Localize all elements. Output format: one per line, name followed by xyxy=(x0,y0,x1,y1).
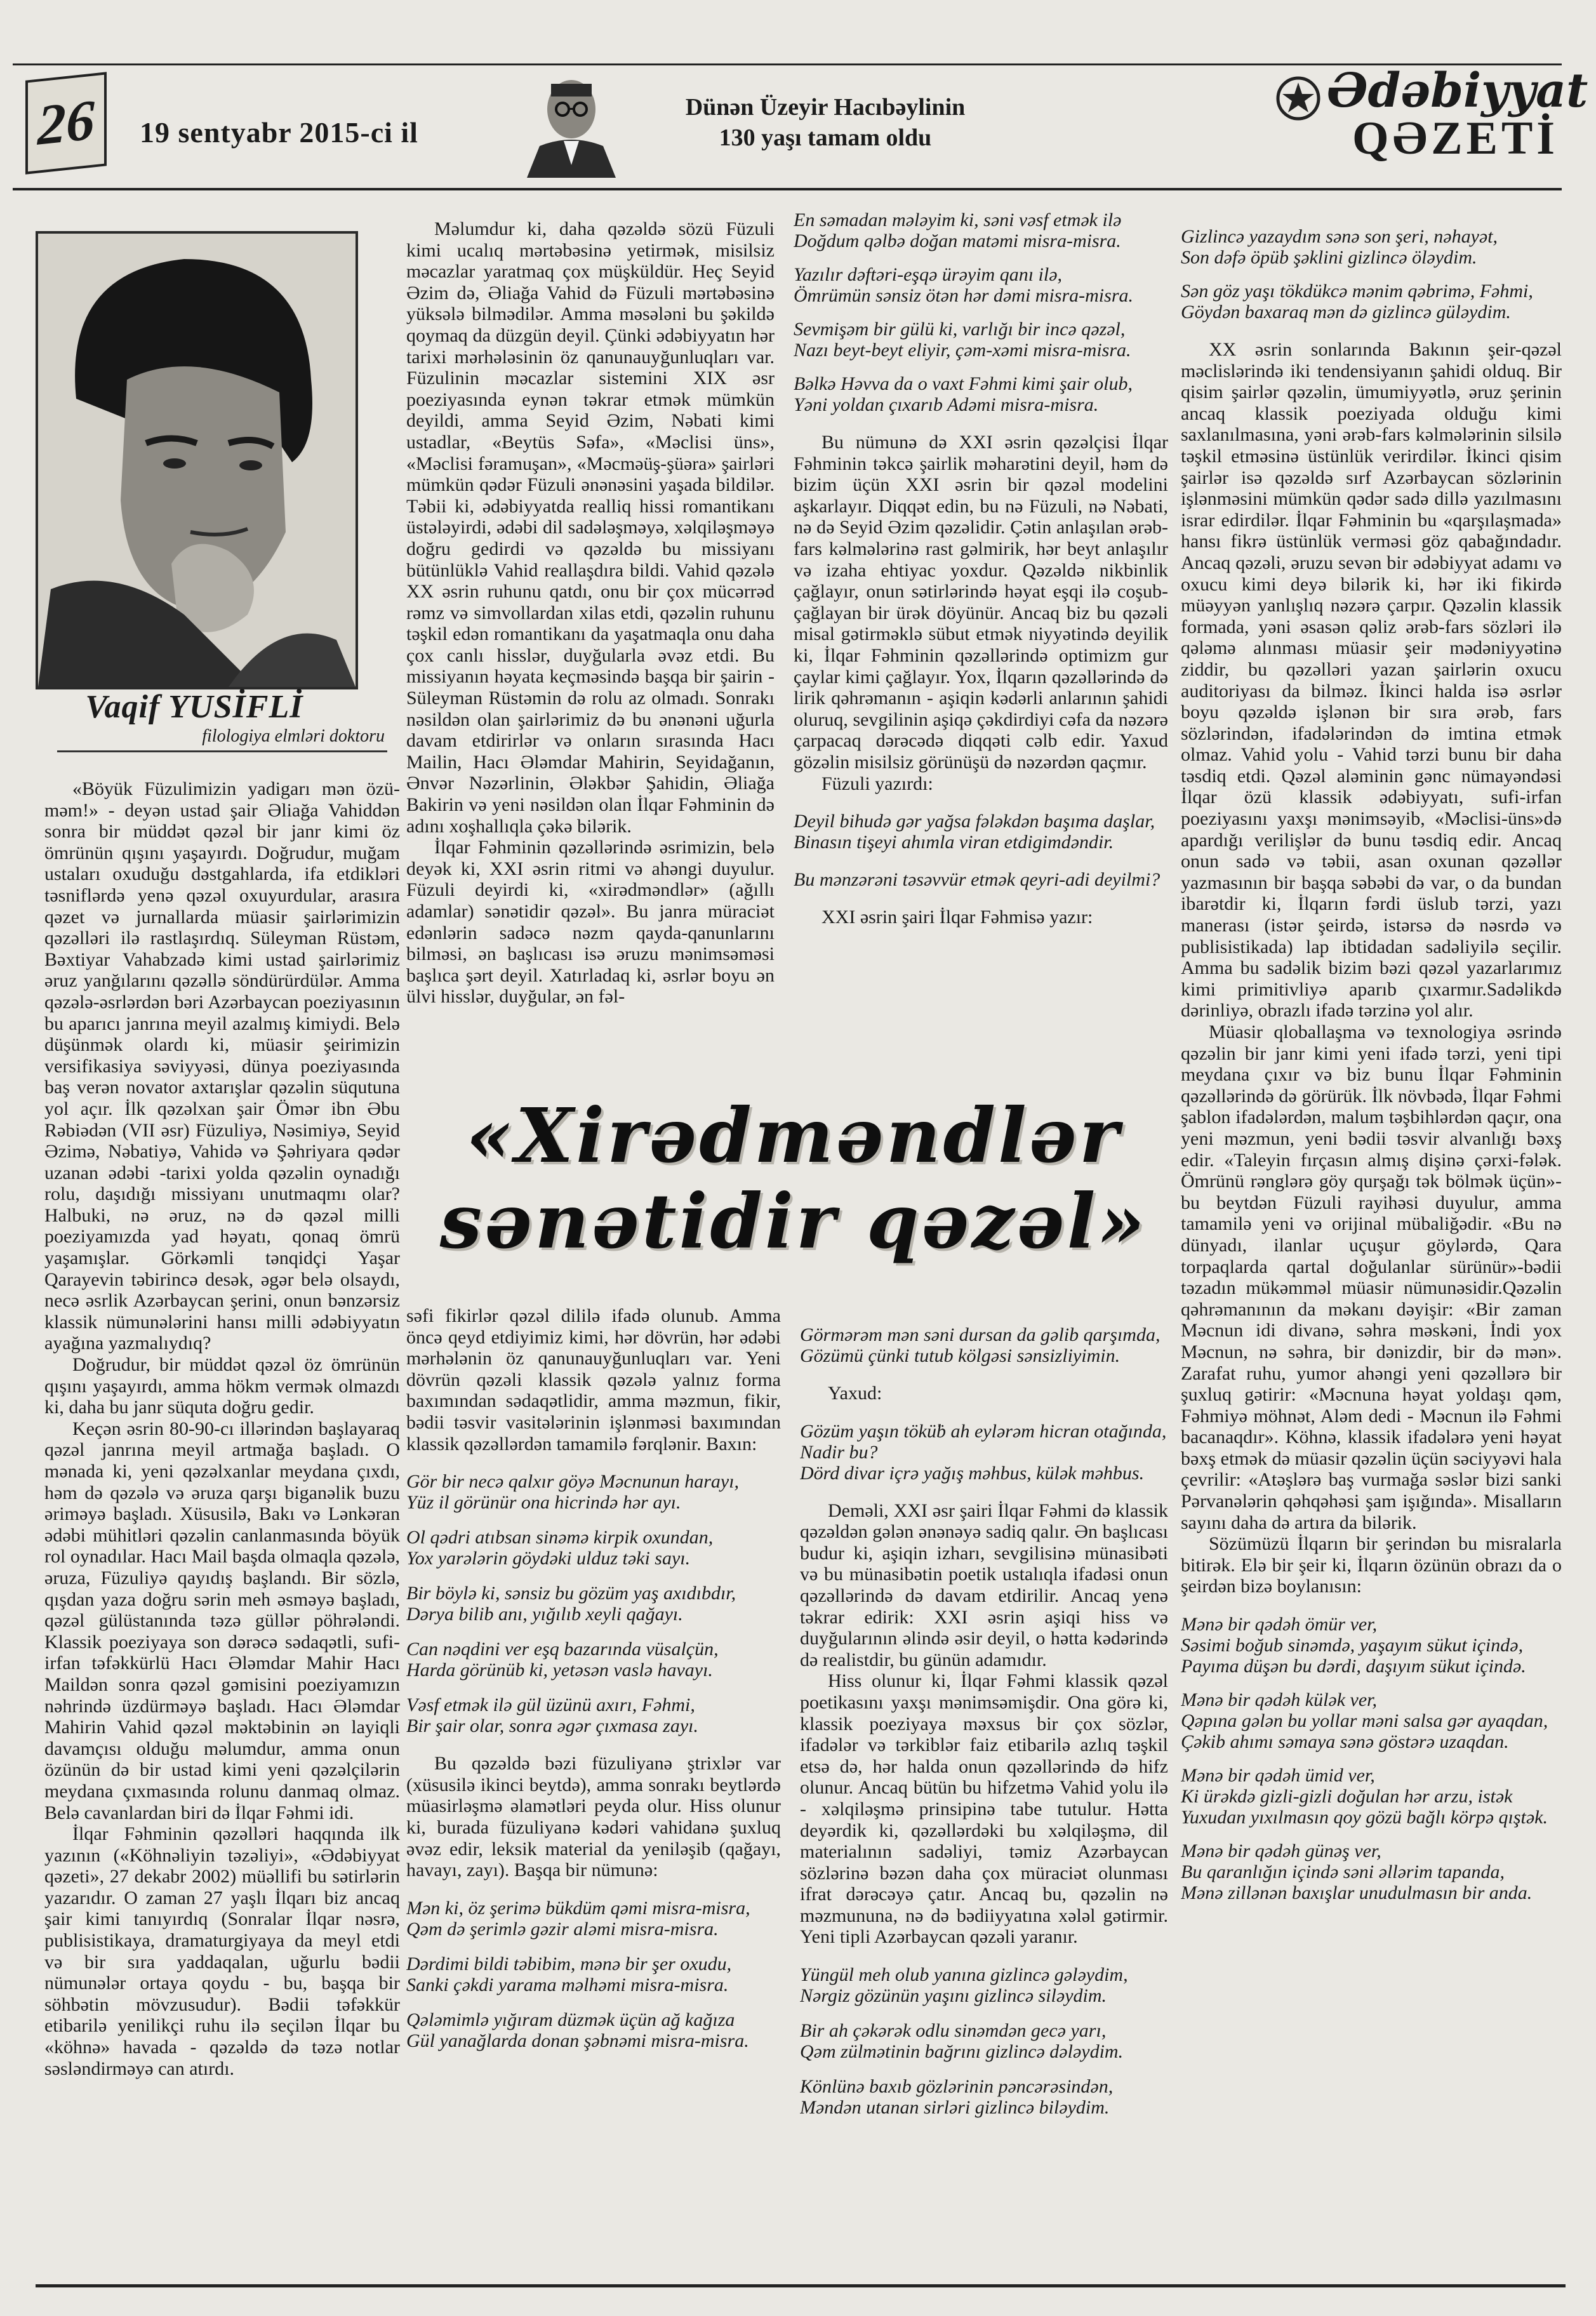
poem-line: Yuxudan yıxılmasın qoy gözü bağlı körpə qıştək. xyxy=(1181,1807,1548,1828)
poem-line: Gözümü çünki tutub kölgəsi sənsizliyimin. xyxy=(800,1345,1121,1366)
lower-right-paragraph-3: Hiss olunur ki, İlqar Fəhmi klassik qəzəl poetikasını yaxşı mənimsəmişdir. Ona görə ki, klassik poeziyaya məxsus bir çox sözlər, ifadələr və tərkiblər faiz etibarilə azlıq təşkil etsə də, hər halda onun qəzəllərində də hifz olunur. Ancaq bütün bu hifzetmə Vahid yolu ilə - xəlqiləşmə prinsipinə tabe tutulur. Hətta deyərdik ki, qəzəllərdəki bu xəlqiləşmə, dil materialının sadəliyi, təmiz Azərbaycan sözlərinə bəzən daha çox müraciət olunması ifrat dərəcəyə çatır. Ancaq bu, qəzəlin nə məzmununa, nə də bədiiyyatına xələl gətirmir. Yeni tipli Azərbaycan qəzəli yaranır. xyxy=(800,1670,1168,1948)
lower-right-poem-3 xyxy=(800,1964,1168,2118)
lower-mid-paragraph-2: Bu qəzəldə bəzi füzuliyanə ştrixlər var (xüsusilə ikinci beytdə), amma sonrakı beytlərdə müasirləşmə əlamətləri peyda olur. Hiss olunur ki, burada füzuliyanə kədəri vahidanə şuxluq əvəz edir, leksik material da yeniləşib (qağayı, havayı, zayı). Başqa bir nümunə: xyxy=(406,1753,781,1881)
headline-line-1: «Xirədməndlər xyxy=(465,1091,1122,1180)
col4-paragraph-3: Sözümüzü İlqarın bir şerindən bu misralarla bitirək. Elə bir şeir ki, İlqarın özünün obrazı da o şeirdən bizə boylanısın: xyxy=(1181,1533,1562,1597)
poem-line: Çəkib ahımı səmaya sənə göstərə uzaqdan. xyxy=(1181,1731,1509,1753)
logo-word-top: Ədəbiyyat xyxy=(1327,63,1588,118)
column-3-lower xyxy=(800,1324,1168,2270)
col4-poem-1 xyxy=(1181,226,1562,323)
header-note-line2: 130 yaşı tamam oldu xyxy=(719,124,932,151)
poem-line: Doğdum qəlbə doğan matəmi misra-misra. xyxy=(794,230,1121,251)
poem-line: Yüngül meh olub yanına gizlincə gələydim, xyxy=(800,1964,1128,1986)
col3-paragraph-2: Füzuli yazırdı: xyxy=(821,773,933,794)
headline-line-2: sənətidir qəzəl» xyxy=(439,1177,1148,1265)
poem-line: Can nəqdini ver eşq bazarında vüsalçün, xyxy=(406,1639,719,1660)
poem-line: Mən ki, öz şerimə bükdüm qəmi misra-misra, xyxy=(406,1897,750,1919)
header-note-line1: Dünən Üzeyir Hacıbəylinin xyxy=(685,94,966,121)
author-rule xyxy=(57,750,387,752)
poem-line: Sanki çəkdi yarama məlhəmi misra-misra. xyxy=(406,1974,729,1995)
poem-line: Nadir bu? xyxy=(800,1441,878,1463)
header-anniversary-note xyxy=(648,92,1003,153)
poem-line: Görmərəm mən səni dursan da gəlib qarşımda, xyxy=(800,1324,1160,1345)
poem-line: Göydən baxaraq mən də gizlincə güləydim. xyxy=(1181,302,1511,323)
col3-poem-2 xyxy=(794,811,1168,853)
poem-line: Məndən utanan sirləri gizlincə biləydim. xyxy=(800,2097,1110,2119)
poem-line: Mənə bir qədəh ümid ver, xyxy=(1181,1765,1375,1787)
poem-line: Dərdimi bildi təbibim, mənə bir şer oxudu, xyxy=(406,1953,732,1974)
poem-line: Ol qədri atıbsan sinəmə kirpik oxundan, xyxy=(406,1527,714,1548)
uzeyir-portrait-image xyxy=(521,70,622,178)
poem-line: Payıma düşən bu dərdi, daşıyım sükut içində. xyxy=(1181,1656,1526,1677)
poem-line: Yazılır dəftəri-eşqə ürəyim qanı ilə, xyxy=(794,264,1063,285)
poem-line: Bir böylə ki, sənsiz bu gözüm yaş axıdıbdır, xyxy=(406,1583,736,1604)
col3-poem-3 xyxy=(794,869,1168,890)
lower-right-poem-2 xyxy=(800,1421,1168,1484)
poem-line: Yəni yoldan çıxarıb Adəmi misra-misra. xyxy=(794,394,1099,415)
poem-line: Gözüm yaşın tökü̈b ah eylərəm hicran otağında, xyxy=(800,1420,1167,1442)
poem-line: Dərya bilib anı, yığılıb xeyli qağayı. xyxy=(406,1604,683,1625)
lower-right-paragraph-1: Yaxud: xyxy=(828,1383,882,1404)
column-2 xyxy=(406,218,775,1088)
page-header xyxy=(13,63,1588,190)
poem-line: Mənə zillənən baxışlar unudulmasın bir anda. xyxy=(1181,1882,1533,1904)
col2-paragraph-2: İlqar Fəhminin qəzəllərində əsrimizin, belə deyək ki, XXI əsrin ritmi və ahəngi duyulur. Füzuli deyirdi ki, «xirədməndlər» (ağıllı adamlar) sənətidir qəzəl». Bu janra müraciət edənlərin sadəcə nəzm qayda-qanunlarını bilməsi, ən başlıcası isə əruzu mənimsəməsi başlıca şərt deyil. Xatırladaq ki, əsrlər boyu ən ülvi hisslər, duyğular, ən fəl- xyxy=(406,837,775,1008)
poem-line: En səmadan mələyim ki, səni vəsf etmək ilə xyxy=(794,210,1122,230)
poem-line: Deyil bihudə gər yağsa fələkdən başıma daşlar, xyxy=(794,811,1155,832)
page-number: 26 xyxy=(25,72,107,174)
poem-line: Gör bir necə qalxır göyə Məcnunun harayı, xyxy=(406,1471,740,1493)
poem-line: Bu qaranlığın içində səni əllərim tapanda, xyxy=(1181,1861,1505,1883)
column-1 xyxy=(44,778,400,2270)
poem-line: Mənə bir qədəh ömür ver, xyxy=(1181,1614,1378,1635)
lower-right-poem-1 xyxy=(800,1324,1168,1366)
poem-line: Qəm zülmətinin bağrını gizlincə dələydim. xyxy=(800,2041,1124,2063)
poem-line: Qəm də şerimlə gəzir aləmi misra-misra. xyxy=(406,1918,719,1940)
col3-paragraph-1: Bu nümunə də XXI əsrin qəzəlçisi İlqar Fəhminin təkcə şairlik məharətini deyil, həm də bizim üçün XXI əsrin bir qəzəl modelini aşkarlayır. Diqqət edin, bu nə Füzuli, nə Nəbati, nə də Seyid Əzim qəzəlidir. Çətin anlaşılan ərəb-fars kəlmələrinə rast gəlmirik, hər beyt anlaşılır və izaha ehtiyac yoxdur. Qəzəldə nikbinlik çağlayır, onun sətirlərində həyat eşqi ilə coşub-çağlayan bir ürək döyünür. Ancaq biz bu qəzəli misal gətirməklə sübut etmək niyyətində deyilik ki, İlqar Fəhminin qəzəllərində optimizm gur çaylar kimi çağlayır. Yox, İlqarın qəzəllərində də lirik qəhrəmanın - aşiqin kədərli anlarının şahidi oluruq, sevgilinin aşiqə çəkdirdiyi cəfa da nəzərə çarpacaq dərəcədə diqqəti cəlb edir. Yaxud gözəlin misilsiz görünüşü də nəzərdən qaçmır. xyxy=(794,432,1168,773)
poem-line: Nazı beyt-beyt eliyir, çəm-xəmi misra-misra. xyxy=(794,340,1131,361)
header-bottom-rule xyxy=(13,188,1562,190)
poem-line: Sən göz yaşı tökdükcə mənim qəbrimə, Fəhmi, xyxy=(1181,281,1533,302)
newspaper-logo xyxy=(1270,63,1588,178)
lower-mid-paragraph-1: səfi fikirlər qəzəl dililə ifadə olunub. Amma öncə qeyd etdiyimiz kimi, hər dövrün, hər ədəbi mərhələnin öz qanunauyğunluqları var. Yeni dövrün qəzəli klassik qəzələ yalnız forma baxımından sədaqətlidir, amma məzmun, fikir, bədii təsvir vasitələrinin işlənməsi baxımından klassik qəzəllərdən tamamilə fərqlənir. Baxın: xyxy=(406,1305,781,1454)
footer-rule xyxy=(36,2284,1566,2287)
lower-mid-poem-1 xyxy=(406,1471,781,1736)
col2-paragraph-1: Məlumdur ki, daha qəzəldə sözü Füzuli kimi ucalıq mərtəbəsinə yetirmək, misilsiz məcazlar yaratmaq çox müşküldür. Heç Seyid Əzim də, Əliağa Vahid də Füzuli mərtəbəsinə yüksələ bilmədilər. Amma məsələni bu şəkildə qoymaq da düzgün deyil. Çünki ədəbiyyatın hər tarixi mərhələsinin öz qanunauyğunluqları var. Füzulinin məcazlar sistemini XIX əsr poeziyasında eynən təkrar etmək mümkün deyildi, amma Seyid Əzim, Nəbati kimi ustadlar, «Beytüs Səfa», «Məclisi üns», «Məclisi fəramuşan», «Məcməüş-şüəra» şairləri mümkün qədər Füzuli ənənəsini yaşada bildilər. Təbii ki, ədəbiyyatda realliq hissi romantikanı üstələyirdi, ədəbi dil sadələşməyə, xəlqiləşməyə doğru gedirdi və qəzəldə bu missiyanı bütünlüklə Vahid reallaşdıra bildi. Vahid qəzələ XX əsrin ruhunu qatdı, onu bir çox mücərrəd rəmz və simvollardan xilas etdi, qəzəlin ruhunu təşkil edən romantikanı da yaşatmaqla onu daha çox canlı hisslər, duyğularla əvəz etdi. Bu missiyanın həyata keçməsində başqa bir şairin - Süleyman Rüstəmin də rolu az olmadı. Sonrakı nəsildən olan şairlərimiz də bu ənənəni uğurla davam etdirirlər və onların sırasında Hacı Mailin, Hacı Ələmdar Mahirin, Seyidağanın, Ənvər Nəzərlinin, Ələkbər Şahidin, Əliağa Bakirin və yeni nəsildən olan İlqar Fəhminin də adını xoşhallıqla çəkə bilərik. xyxy=(406,218,775,837)
poem-line: Mənə bir qədəh günəş ver, xyxy=(1181,1840,1381,1862)
author-title: filologiya elmləri doktoru xyxy=(202,726,385,746)
lower-right-paragraph-2: Deməli, XXI əsr şairi İlqar Fəhmi də klassik qəzəldən gələn ənənəyə sadiq qalır. Ən başlıcası budur ki, aşiqin izharı, sevgilisinə münasibəti və bu münasibətin poetik ustalıqla ifadəsi onun qəzəllərində də davam etdirilir. Ancaq yenə təkrar edirik: XXI əsrin aşiqi hiss və duyğularının əlində əsir deyil, o həttа kədərində də realistdir, bu günün adamıdır. xyxy=(800,1500,1168,1670)
col1-paragraph-2: Doğrudur, bir müddət qəzəl öz ömrünün qışını yaşayırdı, amma hökm vermək olmazdı ki, daha bu janr süquta doğru gedir. xyxy=(44,1354,400,1418)
poem-line: Səsimi boğub sinəmdə, yaşayım sükut içində, xyxy=(1181,1635,1524,1656)
poem-line: Gizlincə yazaydım sənə son şeri, nəhayət, xyxy=(1181,226,1498,247)
col4-poem-2 xyxy=(1181,1614,1562,1903)
poem-line: Ömrümün sənsiz ötən hər dəmi misra-misra. xyxy=(794,285,1133,306)
poem-line: Bu mənzərəni təsəvvür etmək qeyri-adi deyilmi? xyxy=(794,869,1160,891)
lower-mid-poem-2 xyxy=(406,1898,781,2051)
star-emblem-icon xyxy=(1276,76,1320,121)
poem-line: Binasın tişeyi ahımla viran etdigimdəndir. xyxy=(794,832,1114,853)
poem-line: Qələmimlə yığıram düzmək üçün ağ kağıza xyxy=(406,2009,735,2030)
logo-word-bottom: QƏZETİ xyxy=(1352,112,1559,164)
author-photo xyxy=(36,231,358,689)
col1-paragraph-4: İlqar Fəhminin qəzəlləri haqqında ilk yazının («Köhnəliyin təzəliyi», «Ədəbiyyat qəzeti», 27 dekabr 2002) müəllifi bu sətirlərin yazarıdır. O zaman 27 yaşlı İlqarı biz ancaq şair kimi tanıyırdıq (Sonralar İlqar nəsrə, publisistikaya, dramaturgiyaya da meyl etdi və bir sıra yaddaqalan, uğurlu bədii nümunələr ortaya qoydu - bu, başqa bir söhbətin mövzusudur). Bədii təfəkkür etibarilə yenilikçi ruhu ilə seçilən İlqar bu «köhnə» havada - qəzəldə də təzə notlar səsləndirməyə can atırdı. xyxy=(44,1823,400,2079)
poem-line: Bir şair olar, sonra əgər çıxmasa zayı. xyxy=(406,1715,698,1737)
column-3 xyxy=(794,210,1168,1086)
poem-line: Qəpına gələn bu yollar məni salsa gər ayaqdan, xyxy=(1181,1710,1548,1732)
col1-paragraph-1: «Böyük Füzulimizin yadigarı mən özü-məm!» - deyən ustad şair Əliağa Vahiddən sonra bir müddət qəzəl bir janr kimi öz ömrünün qışını yaşayırdı. Doğrudur, muğam ustaları oxuduğu dəstgahlarda, ifa etdikləri təsniflərdə yenə qəzəl oxuyurdular, arasıra qəzet və jurnallarda müasir şairlərimizin qəzəlləri ilə rastlaşırdıq. Süleyman Rüstəm, Bəxtiyar Vahabzadə kimi ustad şairlərimiz əruz yanğılarını qəzəllə söndürürdülər. Amma qəzələ-əsrlərdən bəri Azərbaycan poeziyasının bu aparıcı janrına meyil azalmış kimiydi. Belə düşünmək olardı ki, müasir şeirimizin versifikasiya səviyyəsi, dünya poeziyasında baş verən novator axtarışlar qəzəlin süqutuna yol açır. İlk qəzəlxan şair Ömər ibn Əbu Rəbiədən (VII əsr) Füzuliyə, Nəsimiyə, Seyid Əzimə, Nəbatiyə, Vahidə və Şəhriyara qədər uzanan ədəbi -tarixi yolda qəzəlin oynadığı rolu, daşıdığı missiyanı unutmaqmı olar? Halbuki, nə əruz, nə də qəzəl milli poeziyamızda yad həyatı, qonaq ömrü yaşamışlar. Görkəmli tənqidçi Yaşar Qarayevin təbirincə desək, əgər belə olsaydı, necə əsrlik Azərbaycan şerini, onun bənzərsiz klassik nümunələrini hansı milli ədəbiyyatın ayağına yazmalıydıq? xyxy=(44,778,400,1354)
article-headline xyxy=(394,1091,1194,1285)
poem-line: Mənə bir qədəh külək ver, xyxy=(1181,1689,1378,1711)
column-4 xyxy=(1181,226,1562,2270)
column-2-lower xyxy=(406,1305,781,2270)
poem-line: Vəsf etmək ilə gül üzünü axırı, Fəhmi, xyxy=(406,1694,695,1716)
issue-date: 19 sentyabr 2015-ci il xyxy=(140,116,418,149)
poem-line: Son dəfə öpüb şəklini gizlincə öləydim. xyxy=(1181,247,1477,268)
poem-line: Gül yanağlarda donan şəbnəmi misra-misra. xyxy=(406,2030,749,2051)
col4-paragraph-2: Müasir qloballaşma və texnologiya əsrində qəzəlin bir janr kimi yeni ifadə tərzi, yeni tipi meydana çıxır və biz bunu İlqar Fəhminin qəzəllərində də görürük. İlk növbədə, İlqar Fəhmi şablon ifadələrdən, malum təşbihlərdən qaçır, ona yeni məzmun, yeni bədii təsvir alvanlığı bəxş edir. «Taleyin fırçasın almış dişinə çərxi-fələk. Ömrünü rənglərə göy qurşağı tək bölmək üçün»-bu beytdən Füzuli rayihəsi duyulur, amma tamamilə yeni və orijinal mübaliğədir. «Bu nə dünyadı, ilanlar uçuşur göylərdə, Qara torpaqlarda qartal doğulanlar sürünür»-bədii təzadın mükəmməl müasir nümunəsidir.Qəzəlin qəhrəmanının da məkanı dəyişir: «Bir zaman Məcnun idi divanə, səhra məskəni, İndi yox Məcnun, nə səhra, bir dənizdir, bir də mən». Zarafat ruhu, yumor ahəngi yeni qəzəllərə bir şuxluq gətirir: «Məcnuna həyat yoldaşı qəm, Fəhmiyə möhnət, Aləm dedi - Məcnun ilə Fəhmi bacanaqdır». Köhnə, klassik ifadələrə yeni həyat bəxş etmək də müasir qəzəlin üçün səciyyəvi hala çevrilir: «Atəşlərə baş vurmağa səslər bizi sanki Pərvanələrin qəhqəhəsi şam işığında». Misalların sayını daha də artıra da bilərik. xyxy=(1181,1022,1562,1533)
col3-poem-1 xyxy=(794,210,1168,415)
poem-line: Nərgiz gözünün yaşını gizlincə siləydim. xyxy=(800,1985,1107,2007)
poem-line: Bir ah çəkərək odlu sinəmdən gecə yarı, xyxy=(800,2020,1107,2042)
poem-line: Dörd divar içrə yağış məhbus, külək məhbus. xyxy=(800,1462,1145,1484)
col4-paragraph-1: XX əsrin sonlarında Bakının şeir-qəzəl məclislərində iki tendensiyanın şahidi olduq. Bir qisim şairlər qəzəlin, ümumiyyətlə, əruz şerinin ancaq klassik poeziyada olduğu kimi saxlanılmasına, yəni ərəb-fars kəlmələrinin silsilə təşkil etməsinə üstünlük verirdilər. İkinci qisim şairlər isə qəzəldə sırf Azərbaycan sözlərinin işlənməsini mümkün qədər sadə dillə yazılmasını israr edirdilər. İlqar Fəhminin bu «qarşılaşmada» hansı fikrə üstünlük verməsi göz qabağındadır. Ancaq qəzəli, əruzu sevən bir ədəbiyyat adamı və oxucu kimi deyə bilərik ki, hər iki fikirdə müəyyən yanlışlıq nəzərə çarpır. Qəzəlin klassik formada, yəni əsasən qəliz ərəb-fars sözləri ilə qələmə alınması müasir şeir mədəniyyətinə ziddir, bu qəzəlləri yazan şairlərin oxucu auditoriyası da bilməz. İkinci halda isə əsrlər boyu qəzəldə işlənən bir sıra ərəb, fars sözlərindən, ifadələrindən də imtina etmək olmaz. Vahid yolu - Vahid tərzi bunu bir daha təsdiq etdi. Qəzəl aləminin gənc nümayəndəsi İlqar özü klassik ədəbiyyatı, sufi-irfan poeziyasını yaxşı mənimsəyib, «Məclisi-üns»də apardığı verilişlər də bunu təsdiq edir. Ancaq onun sadə və təbii, asan oxunan qəzəllər yazmasının bir başqa səbəbi də var, o da bundan ibarətdir ki, İlqarın fərdi üslub tərzi, yazı manerası (istər şeirdə, istərsə də nəsrdə və publisistikada) lap ibtidadan sadəliyilə seçilir. Amma bu sadəlik bizim bəzi qəzəl yazarlarımız kimi primitivliyə aparıb çıxarmır.Sadəlikdə dərinliyə, obrazlı ifadə tərzinə yol alır. xyxy=(1181,339,1562,1022)
col1-paragraph-3: Keçən əsrin 80-90-cı illərindən başlayaraq qəzəl janrına meyil artmağa başladı. O mənada ki, yeni qəzəlxanlar meydana çıxdı, həm də qəzələ və əruza qarşı biganəlik buzu əriməyə başladı. Xüsusilə, Bakı və Lənkəran ədəbi mühitləri qəzəlin canlanmasında böyük rol oynadılar. Hacı Mail başda olmaqla qəzələ, əruza, Füzuliyə qayıdış başlandı. Bir sözlə, qışdan yaza doğru sərin meh əsməyə başladı, qəzəl gülüstanında təzə güllər pöhrələndi. Klassik poeziyaya son dərəcə sədaqətli, sufi-irfan təfəkkürlü Hacı Ələmdar Mahir Hacı Maildən sonra qəzəl gəmisini poeziyamızın nəhrində üzdürməyə başladı. Hacı Ələmdar Mahirin Vahid qəzəl məktəbinin ən layiqli davamçısı olduğu məlumdur, amma onun özünün də bir ustad kimi yeni qəzəlçilərin meydana çıxmasında rolunu danmaq olmaz. Belə cavanlardan biri də İlqar Fəhmi idi. xyxy=(44,1418,400,1823)
poem-line: Bəlkə Həvva da o vaxt Fəhmi kimi şair olub, xyxy=(794,373,1133,394)
col3-paragraph-3: XXI əsrin şairi İlqar Fəhmisə yazır: xyxy=(821,907,1093,928)
poem-line: Könlünə baxıb gözlərinin pəncərəsindən, xyxy=(800,2076,1114,2098)
poem-line: Yüz il görünür ona hicrində hər ayı. xyxy=(406,1492,681,1514)
poem-line: Harda görünüb ki, yetəsən vaslə havayı. xyxy=(406,1660,713,1681)
poem-line: Yox yarələrin göydəki ulduz təki sayı. xyxy=(406,1548,691,1569)
author-name: Vaqif YUSİFLİ xyxy=(85,689,303,725)
poem-line: Ki ürəkdə gizli-gizli doğulan hər arzu, istək xyxy=(1181,1786,1513,1807)
poem-line: Sevmişəm bir gülü ki, varlığı bir incə qəzəl, xyxy=(794,319,1126,340)
